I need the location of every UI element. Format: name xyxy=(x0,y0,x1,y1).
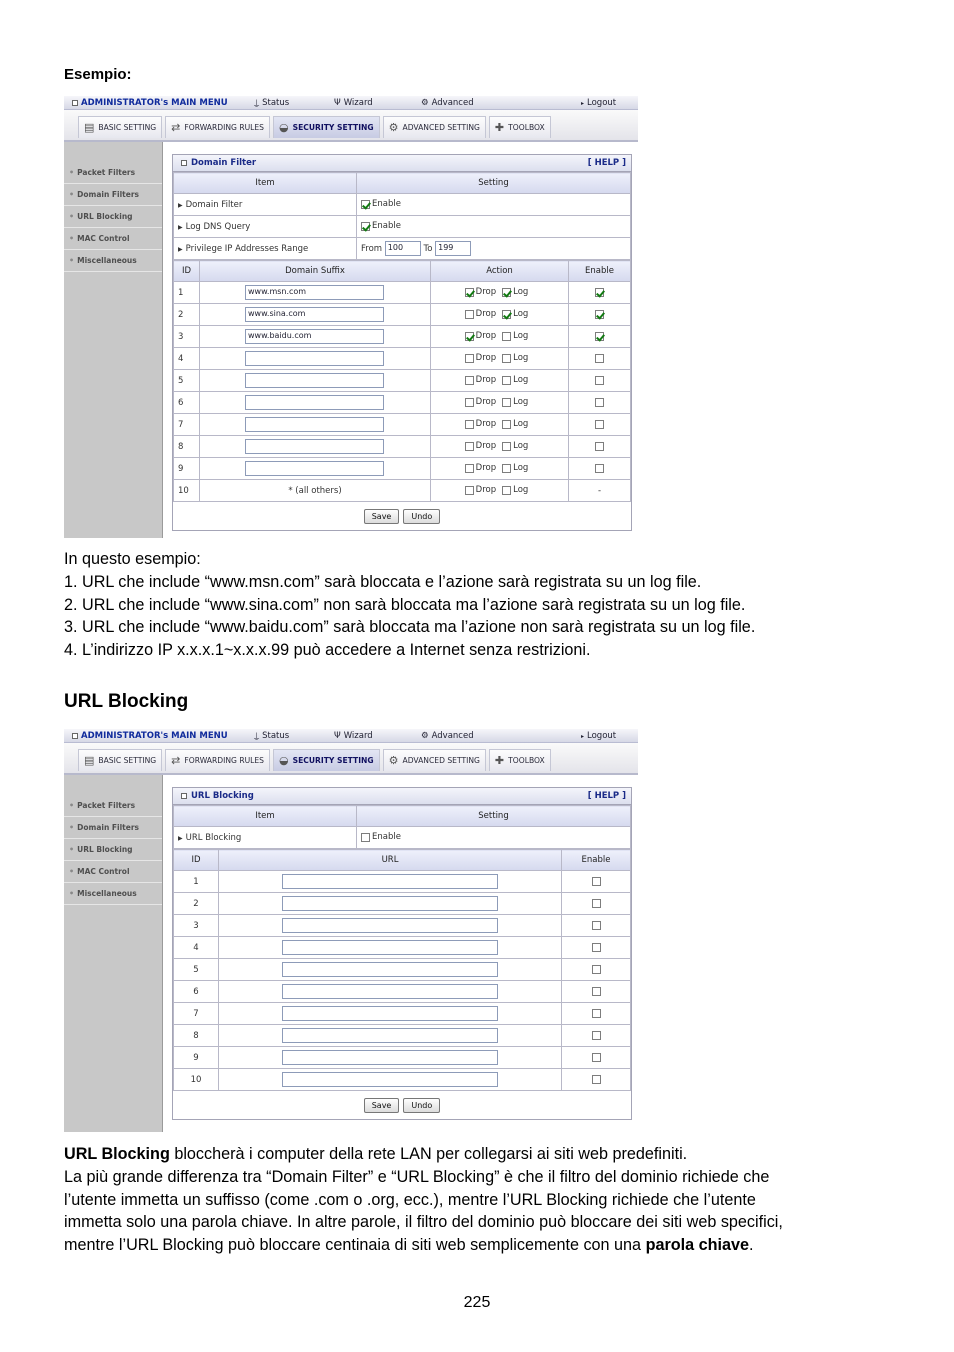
domain-filter-panel xyxy=(172,154,632,531)
example-item: 1. URL che include “www.msn.com” sarà bloccata e l’azione sarà registrata su un log file. xyxy=(64,572,702,591)
arrow-right-icon: ▶ xyxy=(178,834,183,842)
save-button[interactable]: Save xyxy=(364,509,400,524)
tab-security-setting[interactable]: ◒ SECURITY SETTING xyxy=(273,116,380,138)
tab-advanced-setting[interactable]: ⚙ ADVANCED SETTING xyxy=(383,116,486,138)
menu-square-icon xyxy=(72,733,78,739)
row-label-log-dns-query: ▶ Log DNS Query xyxy=(174,216,357,238)
admin-main-menu-link[interactable]: ADMINISTRATOR's MAIN MENU xyxy=(72,731,228,741)
wizard-icon: Ψ xyxy=(334,98,341,108)
url-blocking-enable-checkbox[interactable] xyxy=(361,833,370,842)
log-checkbox[interactable] xyxy=(502,486,511,495)
row-enable-checkbox[interactable] xyxy=(595,332,604,341)
domain-suffix-table: ID Domain Suffix Action Enable 1 www.msn.com Drop Log 2 www.sina.com Drop Log 3 www.baidu.com Drop Log 4 Drop Log 5 Drop Log 6 Drop Log 7 Drop Log 8 Drop Log 9 Drop Log 10 * (all others) Drop Log - xyxy=(173,260,631,502)
table-row: 3 www.baidu.com Drop Log xyxy=(174,326,631,348)
heading-url-blocking: URL Blocking xyxy=(64,691,189,712)
top-menu-bar xyxy=(64,729,638,743)
table-row: 9 Drop Log xyxy=(174,458,631,480)
domain-suffix-input[interactable] xyxy=(245,417,384,432)
table-row xyxy=(174,937,631,959)
folder-icon: ▤ xyxy=(84,754,95,767)
domain-filter-settings-table: Item Setting ▶ Domain Filter Enable ▶ Log DNS Query Enable ▶ Privilege IP Addresses Range From 100 To 199 xyxy=(173,172,631,260)
row-label-url-blocking: ▶ URL Blocking xyxy=(174,827,357,849)
sidebar-item-mac-control[interactable]: • MAC Control xyxy=(64,228,162,250)
log-checkbox[interactable] xyxy=(502,420,511,429)
log-checkbox[interactable] xyxy=(502,442,511,451)
main-tabs xyxy=(64,743,638,775)
table-row xyxy=(174,1025,631,1047)
log-checkbox[interactable] xyxy=(502,288,511,297)
url-blocking-settings-table: Item Setting ▶ URL Blocking Enable xyxy=(173,805,631,849)
log-checkbox[interactable] xyxy=(502,354,511,363)
arrow-right-icon: ▸ xyxy=(581,732,585,740)
advanced-icon: ⚙ xyxy=(421,731,429,741)
undo-button[interactable]: Undo xyxy=(403,509,440,524)
help-link[interactable]: [ HELP ] xyxy=(587,158,626,168)
bullet-icon: • xyxy=(69,823,75,832)
url-blocking-panel xyxy=(172,787,632,1120)
column-header-id: ID xyxy=(174,261,200,282)
row-enable-checkbox[interactable] xyxy=(592,1009,601,1018)
wizard-link[interactable]: Ψ Wizard xyxy=(334,98,373,108)
row-label-privilege-ip-range: ▶ Privilege IP Addresses Range xyxy=(174,238,357,260)
table-row: 2 www.sina.com Drop Log xyxy=(174,304,631,326)
heading-example: Esempio: xyxy=(64,66,132,83)
table-row: 7 Drop Log xyxy=(174,414,631,436)
url-input[interactable] xyxy=(282,918,498,933)
arrow-right-icon: ▸ xyxy=(581,99,585,107)
example-item: 4. L’indirizzo IP x.x.x.1~x.x.x.99 può accedere a Internet senza restrizioni. xyxy=(64,641,591,660)
log-checkbox[interactable] xyxy=(502,310,511,319)
privilege-to-input[interactable]: 199 xyxy=(435,241,471,256)
sidebar-item-miscellaneous[interactable]: • Miscellaneous xyxy=(64,250,162,272)
row-enable-checkbox[interactable] xyxy=(592,921,601,930)
drop-checkbox[interactable] xyxy=(465,376,474,385)
router-ui-domain-filter xyxy=(64,96,638,538)
folder-icon: ▤ xyxy=(84,121,95,134)
tab-advanced-setting[interactable]: ⚙ ADVANCED SETTING xyxy=(383,749,486,771)
admin-main-menu-link[interactable]: ADMINISTRATOR's MAIN MENU xyxy=(72,98,228,108)
column-header-setting: Setting xyxy=(357,806,631,827)
drop-checkbox[interactable] xyxy=(465,398,474,407)
menu-square-icon xyxy=(72,100,78,106)
table-row xyxy=(174,915,631,937)
sidebar-item-packet-filters[interactable]: • Packet Filters xyxy=(64,162,162,184)
domain-suffix-input[interactable] xyxy=(245,351,384,366)
drop-checkbox[interactable] xyxy=(465,354,474,363)
panel-square-icon xyxy=(181,793,187,799)
row-id: 9 xyxy=(174,1047,219,1069)
wizard-link[interactable]: Ψ Wizard xyxy=(334,731,373,741)
panel-title-bar xyxy=(173,788,631,805)
column-header-action: Action xyxy=(431,261,569,282)
shield-icon: ◒ xyxy=(279,754,289,767)
all-others-label: * (all others) xyxy=(200,480,431,502)
url-input[interactable] xyxy=(282,874,498,889)
row-enable-checkbox[interactable] xyxy=(592,987,601,996)
bullet-icon: • xyxy=(69,867,75,876)
sidebar-item-url-blocking[interactable]: • URL Blocking xyxy=(64,206,162,228)
column-header-enable: Enable xyxy=(562,850,631,871)
sidebar xyxy=(64,775,163,1132)
shield-icon: ◒ xyxy=(279,121,289,134)
bullet-icon: • xyxy=(69,256,75,265)
forward-icon: ⇄ xyxy=(171,754,181,767)
log-dns-enable-checkbox[interactable] xyxy=(361,222,370,231)
bullet-icon: • xyxy=(69,234,75,243)
advanced-setting-icon: ⚙ xyxy=(388,754,399,767)
drop-checkbox[interactable] xyxy=(465,332,474,341)
advanced-link[interactable]: ⚙ Advanced xyxy=(421,98,474,108)
row-enable-checkbox[interactable] xyxy=(592,1075,601,1084)
arrow-right-icon: ▶ xyxy=(178,223,183,231)
log-checkbox[interactable] xyxy=(502,464,511,473)
drop-checkbox[interactable] xyxy=(465,288,474,297)
panel-title: Domain Filter xyxy=(191,158,257,168)
row-enable-checkbox[interactable] xyxy=(592,877,601,886)
toolbox-icon: ✚ xyxy=(494,121,505,134)
row-label-domain-filter: ▶ Domain Filter xyxy=(174,194,357,216)
help-link[interactable]: [ HELP ] xyxy=(587,791,626,801)
logout-link[interactable]: ▸ Logout xyxy=(581,98,617,108)
url-input[interactable] xyxy=(282,962,498,977)
drop-checkbox[interactable] xyxy=(465,420,474,429)
row-enable-checkbox[interactable] xyxy=(595,464,604,473)
table-row xyxy=(174,893,631,915)
advanced-link[interactable]: ⚙ Advanced xyxy=(421,731,474,741)
sidebar-item-domain-filters[interactable]: • Domain Filters xyxy=(64,817,162,839)
row-id: 10 xyxy=(174,1069,219,1091)
log-checkbox[interactable] xyxy=(502,398,511,407)
example-item: 3. URL che include “www.baidu.com” sarà bloccata ma l’azione non sarà registrata su un log file. xyxy=(64,618,756,637)
url-input[interactable] xyxy=(282,984,498,999)
row-id: 10 xyxy=(174,480,200,502)
table-row: 5 Drop Log xyxy=(174,370,631,392)
row-enable-checkbox[interactable] xyxy=(595,398,604,407)
table-row xyxy=(174,1069,631,1091)
url-input[interactable] xyxy=(282,1072,498,1087)
url-input[interactable] xyxy=(282,940,498,955)
domain-suffix-input[interactable] xyxy=(245,395,384,410)
row-id: 9 xyxy=(174,458,200,480)
row-id: 1 xyxy=(174,871,219,893)
row-id: 5 xyxy=(174,370,200,392)
row-enable-checkbox[interactable] xyxy=(595,376,604,385)
domain-filter-enable-checkbox[interactable] xyxy=(361,200,370,209)
panel-title-bar xyxy=(173,155,631,172)
url-input[interactable] xyxy=(282,1028,498,1043)
sidebar-item-mac-control[interactable]: • MAC Control xyxy=(64,861,162,883)
domain-suffix-input[interactable] xyxy=(245,373,384,388)
privilege-from-input[interactable]: 100 xyxy=(385,241,421,256)
toolbox-icon: ✚ xyxy=(494,754,505,767)
row-enable-checkbox[interactable] xyxy=(592,965,601,974)
table-row xyxy=(174,981,631,1003)
column-header-item: Item xyxy=(174,806,357,827)
row-id: 8 xyxy=(174,436,200,458)
table-row xyxy=(174,959,631,981)
domain-suffix-input[interactable]: www.sina.com xyxy=(245,307,384,322)
sidebar-item-packet-filters[interactable]: • Packet Filters xyxy=(64,795,162,817)
advanced-icon: ⚙ xyxy=(421,98,429,108)
drop-checkbox[interactable] xyxy=(465,310,474,319)
sidebar xyxy=(64,142,163,538)
table-row: 6 Drop Log xyxy=(174,392,631,414)
arrow-right-icon: ▶ xyxy=(178,201,183,209)
example-explanation: In questo esempio: 1. URL che include “www.msn.com” sarà bloccata e l’azione sarà registrata su un log file. 2. URL che include “www.sina.com” non sarà bloccata ma l’azione sarà registrata su un log file. 3. URL che include “www.baidu.com” sarà bloccata ma l’azione non sarà registrata su un log file. 4. L’indirizzo IP x.x.x.1~x.x.x.99 può accedere a Internet senza restrizioni. xyxy=(64,548,755,662)
page-number: 225 xyxy=(463,1294,491,1311)
column-header-id: ID xyxy=(174,850,219,871)
drop-checkbox[interactable] xyxy=(465,442,474,451)
url-input[interactable] xyxy=(282,1050,498,1065)
url-list-table xyxy=(173,849,631,1091)
sidebar-item-domain-filters[interactable]: • Domain Filters xyxy=(64,184,162,206)
row-id: 4 xyxy=(174,937,219,959)
row-enable-checkbox[interactable] xyxy=(592,1053,601,1062)
column-header-enable: Enable xyxy=(569,261,631,282)
row-id: 7 xyxy=(174,1003,219,1025)
bullet-icon: • xyxy=(69,190,75,199)
tab-toolbox[interactable]: ✚ TOOLBOX xyxy=(489,116,551,138)
row-enable-checkbox[interactable] xyxy=(595,288,604,297)
column-header-setting: Setting xyxy=(357,173,631,194)
table-row xyxy=(174,871,631,893)
row-enable-checkbox[interactable] xyxy=(592,899,601,908)
url-input[interactable] xyxy=(282,896,498,911)
row-id: 3 xyxy=(174,915,219,937)
row-id: 2 xyxy=(174,893,219,915)
row-id: 8 xyxy=(174,1025,219,1047)
sidebar-item-url-blocking[interactable]: • URL Blocking xyxy=(64,839,162,861)
column-header-item: Item xyxy=(174,173,357,194)
button-bar xyxy=(173,1091,631,1119)
status-link[interactable]: ⍊ Status xyxy=(254,731,290,741)
row-enable-checkbox[interactable] xyxy=(595,442,604,451)
row-enable-checkbox[interactable] xyxy=(592,943,601,952)
drop-checkbox[interactable] xyxy=(465,486,474,495)
status-icon: ⍊ xyxy=(254,731,260,741)
row-enable-checkbox[interactable] xyxy=(595,354,604,363)
tab-toolbox[interactable]: ✚ TOOLBOX xyxy=(489,749,551,771)
column-header-url: URL xyxy=(219,850,562,871)
log-checkbox[interactable] xyxy=(502,376,511,385)
save-button[interactable]: Save xyxy=(364,1098,400,1113)
url-input[interactable] xyxy=(282,1006,498,1021)
table-row: 8 Drop Log xyxy=(174,436,631,458)
tab-forwarding-rules[interactable]: ⇄ FORWARDING RULES xyxy=(165,749,270,771)
logout-link[interactable]: ▸ Logout xyxy=(581,731,617,741)
bullet-icon: • xyxy=(69,801,75,810)
column-header-domain-suffix: Domain Suffix xyxy=(200,261,431,282)
row-id: 7 xyxy=(174,414,200,436)
table-row xyxy=(174,1003,631,1025)
row-enable-checkbox[interactable] xyxy=(592,1031,601,1040)
arrow-right-icon: ▶ xyxy=(178,245,183,253)
tab-basic-setting[interactable]: ▤ BASIC SETTING xyxy=(78,749,162,771)
tab-forwarding-rules[interactable]: ⇄ FORWARDING RULES xyxy=(165,116,270,138)
example-item: 2. URL che include “www.sina.com” non sarà bloccata ma l’azione sarà registrata su un log file. xyxy=(64,595,746,614)
table-row xyxy=(174,1047,631,1069)
bullet-icon: • xyxy=(69,168,75,177)
closing-paragraph: URL Blocking bloccherà i computer della rete LAN per collegarsi ai siti web predefiniti. La più grande differenza tra “Domain Filter” e “URL Blocking” è che il filtro del dominio richiede che l’utente immetta un suffisso (come .com o .org, ecc.), mentre l’URL Blocking richiede che l’utente immetta solo una parola chiave. In altre parole, il filtro del dominio può bloccare dei siti web specifici, mentre l’URL Blocking può bloccare centinaia di siti web semplicemente con una parola chiave. xyxy=(64,1145,783,1255)
row-enable-checkbox[interactable] xyxy=(595,420,604,429)
bullet-icon: • xyxy=(69,889,75,898)
enable-placeholder: - xyxy=(569,480,631,502)
undo-button[interactable]: Undo xyxy=(403,1098,440,1113)
status-link[interactable]: ⍊ Status xyxy=(254,98,290,108)
tab-security-setting[interactable]: ◒ SECURITY SETTING xyxy=(273,749,380,771)
main-tabs xyxy=(64,110,638,142)
sidebar-item-miscellaneous[interactable]: • Miscellaneous xyxy=(64,883,162,905)
panel-square-icon xyxy=(181,160,187,166)
router-ui-url-blocking xyxy=(64,729,638,1132)
row-id: 2 xyxy=(174,304,200,326)
row-id: 5 xyxy=(174,959,219,981)
row-id: 4 xyxy=(174,348,200,370)
row-id: 3 xyxy=(174,326,200,348)
advanced-setting-icon: ⚙ xyxy=(388,121,399,134)
table-row: 4 Drop Log xyxy=(174,348,631,370)
panel-title: URL Blocking xyxy=(191,791,254,801)
row-id: 6 xyxy=(174,392,200,414)
table-row: 1 www.msn.com Drop Log xyxy=(174,282,631,304)
domain-suffix-input[interactable] xyxy=(245,439,384,454)
forward-icon: ⇄ xyxy=(171,121,181,134)
bullet-icon: • xyxy=(69,212,75,221)
row-id: 1 xyxy=(174,282,200,304)
domain-suffix-input[interactable] xyxy=(245,461,384,476)
wizard-icon: Ψ xyxy=(334,731,341,741)
domain-suffix-input[interactable]: www.baidu.com xyxy=(245,329,384,344)
log-checkbox[interactable] xyxy=(502,332,511,341)
domain-suffix-input[interactable]: www.msn.com xyxy=(245,285,384,300)
status-icon: ⍊ xyxy=(254,98,260,108)
tab-basic-setting[interactable]: ▤ BASIC SETTING xyxy=(78,116,162,138)
row-enable-checkbox[interactable] xyxy=(595,310,604,319)
drop-checkbox[interactable] xyxy=(465,464,474,473)
bullet-icon: • xyxy=(69,845,75,854)
top-menu-bar xyxy=(64,96,638,110)
row-id: 6 xyxy=(174,981,219,1003)
button-bar xyxy=(173,502,631,530)
